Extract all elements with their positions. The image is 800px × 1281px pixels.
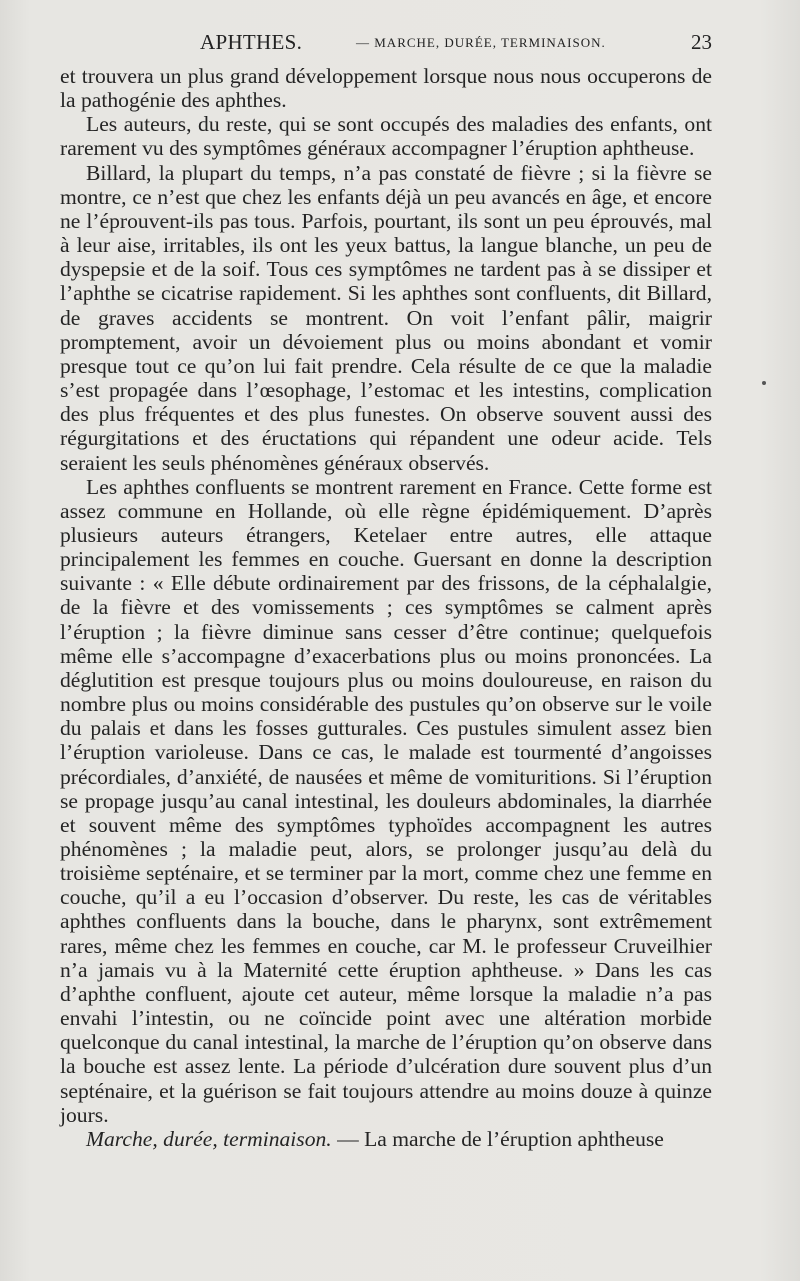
running-head-dash: — [356,35,370,50]
running-head-section: MARCHE, DURÉE, TERMINAISON. [374,35,606,50]
paragraph-4: Les aphthes confluents se montrent rarement en France. Cette forme est assez commune en Hollande, où elle règne épidémiquement. D’après plusieurs auteurs étrangers, Ketelaer entre autres, elle attaque principalement les femmes en couche. Guersant en donne la description suivante : « Elle débute ordinairement par des frissons, de la céphalalgie, de la fièvre et des vomissements ; ces symptômes se calment après l’éruption ; la fièvre diminue sans cesser d’être continue; quelquefois même elle s’accompagne d’exacerbations plus ou moins prononcées. La déglutition est presque toujours plus ou moins douloureuse, en raison du nombre plus ou moins considérable des pustules qu’on observe sur le voile du palais et dans les fosses gutturales. Ces pustules simulent assez bien l’éruption varioleuse. Dans ce cas, le malade est tourmenté d’angoisses précordiales, d’anxiété, de nausées et même de vomituritions. Si l’éruption se propage jusqu’au canal intestinal, les douleurs abdominales, la diarrhée et souvent même des symptômes typhoïdes accompagnent les autres phénomènes ; la maladie peut, alors, se prolonger jusqu’au delà du troisième septénaire, et se terminer par la mort, comme chez une femme en couche, qu’il a eu l’occasion d’observer. Du reste, les cas de véritables aphthes confluents dans la bouche, dans le pharynx, sont extrêmement rares, même chez les femmes en couche, car M. le professeur Cruveilhier n’a jamais vu à la Maternité cette éruption aphtheuse. » Dans les cas d’aphthe confluent, ajoute cet auteur, même lorsque la maladie n’a pas envahi l’intestin, ou ne coïncide point avec une altération morbide quelconque du canal intestinal, la marche de l’éruption qu’on observe dans la bouche est assez lente. La période d’ulcération dure souvent plus d’un septénaire, et la guérison se fait toujours attendre au moins douze à quinze jours. [60,474,712,1127]
margin-speck [762,381,766,385]
page-number: 23 [691,30,712,54]
body-text [60,64,712,1151]
section-heading: Marche, durée, terminaison. [86,1126,332,1151]
running-head-title: APHTHES. [200,30,303,54]
paragraph-1: et trouvera un plus grand développement lorsque nous nous occuperons de la pathogénie des aphthes. [60,64,712,113]
running-head-subtitle [356,35,606,51]
section-start-text: — La marche de l’éruption aphtheuse [337,1126,664,1151]
section-paragraph [60,1127,712,1151]
running-head [60,26,712,56]
paragraph-2: Les auteurs, du reste, qui se sont occupés des maladies des enfants, ont rarement vu des symptômes généraux accompagner l’éruption aphtheuse. [60,112,712,161]
paragraph-3: Billard, la plupart du temps, n’a pas constaté de fièvre ; si la fièvre se montre, ce n’est que chez les enfants déjà un peu avancés en âge, et encore ne l’éprouvent-ils pas tous. Parfois, pourtant, ils sont un peu éprouvés, mal à leur aise, irritables, ils ont les yeux battus, la langue blanche, un peu de dyspepsie et de la soif. Tous ces symptômes ne tardent pas à se dissiper et l’aphthe se cicatrise rapidement. Si les aphthes sont confluents, dit Billard, de graves accidents se montrent. On voit l’enfant pâlir, maigrir promptement, avoir un dévoiement plus ou moins abondant et vomir presque tout ce qu’on lui fait prendre. Cela résulte de ce que la maladie s’est propagée dans l’œsophage, l’estomac et les intestins, complication des plus fréquentes et des plus funestes. On observe souvent aussi des régurgitations et des éructations qui répandent une odeur acide. Tels seraient les seuls phénomènes généraux observés. [60,160,712,475]
